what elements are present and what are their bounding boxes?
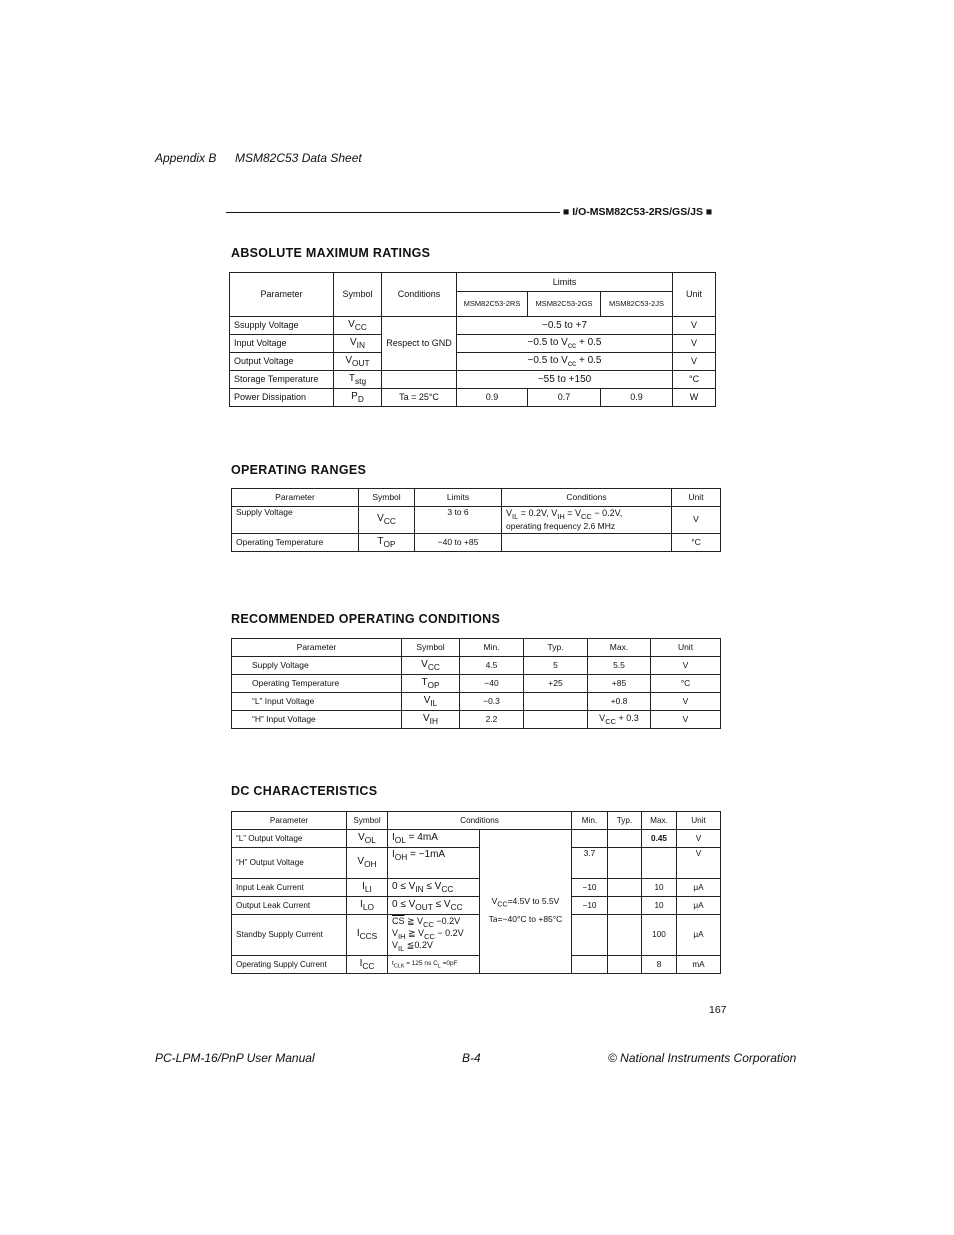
cell: $0 \le V_{IN} \le V_{CC}$ <box>388 879 480 897</box>
col-header: Max. <box>588 639 651 657</box>
cell: $P_D$ <box>334 389 382 407</box>
col-header: Max. <box>642 812 677 830</box>
cell <box>642 848 677 879</box>
part-banner: ■ I/O-MSM82C53-2RS/GS/JS ■ <box>563 206 713 218</box>
cell: −0.5 to $V_{cc} + 0.5$ <box>457 335 673 353</box>
cell: $t_{CLK} = 125$ ns $C_L =0pF$ <box>388 956 480 974</box>
cell: V <box>673 335 716 353</box>
cell: μA <box>677 897 721 915</box>
cell: 3 to 6 <box>415 507 502 534</box>
cell: V <box>677 848 721 879</box>
table-row <box>232 848 721 879</box>
col-header: Typ. <box>524 639 588 657</box>
cell: Storage Temperature <box>230 371 334 389</box>
cell: V <box>672 507 721 534</box>
col-header: Symbol <box>359 489 415 507</box>
cell: −10 <box>572 897 608 915</box>
table-row <box>232 711 721 729</box>
cell: $I_{LI}$ <box>347 879 388 897</box>
table-row <box>230 371 716 389</box>
col-header: MSM82C53-2JS <box>601 292 673 317</box>
table-row <box>230 317 716 335</box>
cell: $V_{OL}$ <box>347 830 388 848</box>
footer-page: B-4 <box>462 1051 481 1065</box>
cell: $I_{LO}$ <box>347 897 388 915</box>
cell: “L” Input Voltage <box>232 693 402 711</box>
cell: $V_{CC}$ <box>359 507 415 534</box>
cell <box>608 915 642 956</box>
dc-title: DC CHARACTERISTICS <box>231 784 378 798</box>
cell: °C <box>672 534 721 552</box>
table-row <box>232 657 721 675</box>
cell: 10 <box>642 879 677 897</box>
cell: −55 to +150 <box>457 371 673 389</box>
cell: 4.5 <box>460 657 524 675</box>
cell: “L” Output Voltage <box>232 830 347 848</box>
cell: 0.9 <box>601 389 673 407</box>
amr-table <box>229 272 716 407</box>
opr-table <box>231 488 721 552</box>
cell: Supply Voltage <box>232 657 402 675</box>
col-header: Parameter <box>232 639 402 657</box>
table-row <box>232 507 721 534</box>
table-row <box>232 812 721 830</box>
col-header: Symbol <box>334 273 382 317</box>
cell: 2.2 <box>460 711 524 729</box>
table-row <box>230 389 716 407</box>
col-header: Conditions <box>388 812 572 830</box>
cell: $I_{CC}$ <box>347 956 388 974</box>
cell: $T_{stg}$ <box>334 371 382 389</box>
col-header: Parameter <box>230 273 334 317</box>
cell: Operating Supply Current <box>232 956 347 974</box>
cell: −0.5 to +7 <box>457 317 673 335</box>
cell: $V_{IH}$ <box>402 711 460 729</box>
cell <box>608 830 642 848</box>
cell: −0.5 to $V_{cc} + 0.5$ <box>457 353 673 371</box>
cell: Respect to GND <box>382 317 457 371</box>
cell: 10 <box>642 897 677 915</box>
col-header: Conditions <box>502 489 672 507</box>
appendix-label: Appendix B <box>155 151 217 165</box>
cell: Ta = 25°C <box>382 389 457 407</box>
col-header: Unit <box>677 812 721 830</box>
table-row <box>232 830 721 848</box>
opr-title: OPERATING RANGES <box>231 463 367 477</box>
cell: $V_{CC}=4.5V$ to 5.5V Ta=−40°C to +85°C <box>480 830 572 974</box>
cell: V <box>673 317 716 335</box>
cell: $V_{CC} + 0.3$ <box>588 711 651 729</box>
cell: 5.5 <box>588 657 651 675</box>
cell: $V_{IL}$ <box>402 693 460 711</box>
table-row <box>232 534 721 552</box>
cell: V <box>673 353 716 371</box>
col-header: Typ. <box>608 812 642 830</box>
cell: 0.7 <box>528 389 601 407</box>
cell: V <box>651 711 721 729</box>
cell: mA <box>677 956 721 974</box>
cell: $I_{CCS}$ <box>347 915 388 956</box>
cell: −40 to +85 <box>415 534 502 552</box>
cell: Power Dissipation <box>230 389 334 407</box>
cell: 0.45 <box>642 830 677 848</box>
table-row <box>232 639 721 657</box>
cell: $I_{OL} = 4mA$ <box>388 830 480 848</box>
cell: 0.9 <box>457 389 528 407</box>
dc-table <box>231 811 721 974</box>
table-row <box>230 335 716 353</box>
cell <box>382 371 457 389</box>
cell: $0 \le V_{OUT} \le V_{CC}$ <box>388 897 480 915</box>
cell: μA <box>677 879 721 897</box>
cell <box>608 848 642 879</box>
col-header: Symbol <box>347 812 388 830</box>
cell: “H” Output Voltage <box>232 848 347 879</box>
cell <box>502 534 672 552</box>
cell: Input Leak Current <box>232 879 347 897</box>
col-header: Parameter <box>232 812 347 830</box>
footer-manual: PC-LPM-16/PnP User Manual <box>155 1051 315 1065</box>
cell <box>608 879 642 897</box>
table-row <box>232 693 721 711</box>
cell: °C <box>673 371 716 389</box>
col-header: Limits <box>415 489 502 507</box>
cell: $V_{IN}$ <box>334 335 382 353</box>
col-header: Min. <box>572 812 608 830</box>
cell: 5 <box>524 657 588 675</box>
cell: $V_{CC}$ <box>402 657 460 675</box>
col-header: Conditions <box>382 273 457 317</box>
cell: +0.8 <box>588 693 651 711</box>
cell: 100 <box>642 915 677 956</box>
col-header: Limits <box>457 273 673 292</box>
header-rule <box>226 212 560 213</box>
cell <box>572 830 608 848</box>
cell: V <box>677 830 721 848</box>
table-row <box>232 879 721 897</box>
cell: V <box>651 657 721 675</box>
cell: +85 <box>588 675 651 693</box>
cell <box>572 915 608 956</box>
cell: 3.7 <box>572 848 608 879</box>
table-row <box>232 915 721 956</box>
col-header: Min. <box>460 639 524 657</box>
cell <box>608 897 642 915</box>
table-row <box>230 273 716 292</box>
cell: $V_{OH}$ <box>347 848 388 879</box>
page-number: 167 <box>709 1004 727 1016</box>
cell <box>608 956 642 974</box>
cell: $V_{OUT}$ <box>334 353 382 371</box>
cell: Supply Voltage <box>232 507 359 534</box>
cell: $V_{IL} = 0.2V$, $V_{IH} = V_{CC} - 0.2V$, operating frequency 2.6 MHz <box>502 507 672 534</box>
cell: $\overline{CS}$ ≧ $V_{CC} -0.2V$ $V_{IH}$ ≧ $V_{CC} - 0.2V$ $V_{IL}$ ≦0.2V <box>388 915 480 956</box>
cell: “H” Input Voltage <box>232 711 402 729</box>
cell: Standby Supply Current <box>232 915 347 956</box>
cell: $V_{CC}$ <box>334 317 382 335</box>
cell: μA <box>677 915 721 956</box>
cell: V <box>651 693 721 711</box>
cell: −40 <box>460 675 524 693</box>
roc-table <box>231 638 721 729</box>
col-header: Unit <box>672 489 721 507</box>
cell: $T_{OP}$ <box>402 675 460 693</box>
roc-title: RECOMMENDED OPERATING CONDITIONS <box>231 612 501 626</box>
table-row <box>230 353 716 371</box>
table-row <box>232 489 721 507</box>
footer-copyright: © National Instruments Corporation <box>608 1051 797 1065</box>
cell: $T_{OP}$ <box>359 534 415 552</box>
cell: +25 <box>524 675 588 693</box>
table-row <box>232 897 721 915</box>
col-header: Parameter <box>232 489 359 507</box>
cell: W <box>673 389 716 407</box>
col-header: Symbol <box>402 639 460 657</box>
col-header: Unit <box>651 639 721 657</box>
cell: Operating Temperature <box>232 534 359 552</box>
cell <box>524 693 588 711</box>
table-row <box>232 675 721 693</box>
table-row <box>232 956 721 974</box>
cell <box>572 956 608 974</box>
col-header: MSM82C53-2GS <box>528 292 601 317</box>
cell <box>524 711 588 729</box>
cell: −10 <box>572 879 608 897</box>
amr-title: ABSOLUTE MAXIMUM RATINGS <box>231 246 431 260</box>
cell: Ssupply Voltage <box>230 317 334 335</box>
cell: Operating Temperature <box>232 675 402 693</box>
cell: −0.3 <box>460 693 524 711</box>
cell: Input Voltage <box>230 335 334 353</box>
col-header: MSM82C53-2RS <box>457 292 528 317</box>
cell: 8 <box>642 956 677 974</box>
cell: Output Voltage <box>230 353 334 371</box>
col-header: Unit <box>673 273 716 317</box>
cell: °C <box>651 675 721 693</box>
sheet-title: MSM82C53 Data Sheet <box>235 151 362 165</box>
cell: $I_{OH} = -1mA$ <box>388 848 480 879</box>
cell: Output Leak Current <box>232 897 347 915</box>
